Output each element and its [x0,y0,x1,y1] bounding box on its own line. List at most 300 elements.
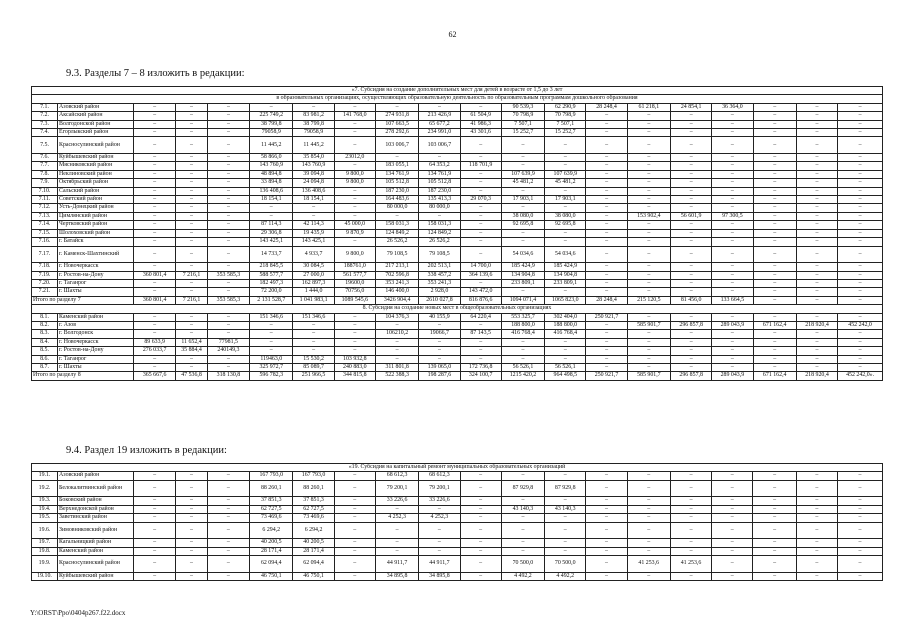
value-cell: – [627,480,670,497]
value-cell: – [796,263,837,271]
value-cell: – [133,572,175,580]
value-cell: – [753,547,796,555]
total-value: 353 585,3 [207,296,249,304]
row-number: 8.3. [32,330,58,338]
value-cell: 62 727,5 [293,505,334,513]
municipality-name: Неклиновский район [58,170,134,178]
value-cell: – [207,103,249,111]
value-cell: – [176,363,207,371]
value-cell: – [207,480,249,497]
value-cell: 87 114,3 [250,221,293,229]
value-cell: – [671,204,712,212]
value-cell: – [796,480,837,497]
row-number: 7.18. [32,263,58,271]
municipality-name: Куйбышевский район [58,572,134,580]
value-cell: – [176,330,207,338]
table-row [32,154,883,162]
municipality-name: г. Ростов-на-Дону [58,347,134,355]
value-cell: 88 260,1 [250,480,293,497]
value-cell: – [334,514,375,522]
value-cell: – [670,480,711,497]
value-cell: – [671,129,712,137]
value-cell: – [796,112,837,120]
value-cell: – [796,103,837,111]
value-cell: – [712,514,753,522]
value-cell: – [460,229,501,237]
value-cell: – [671,196,712,204]
table-row [32,221,883,229]
value-cell: – [334,338,375,346]
row-number: 7.4. [32,129,58,137]
row-number: 8.5. [32,347,58,355]
value-cell: – [176,179,207,187]
municipality-name: Верхнедонской район [58,505,134,513]
municipality-name: г. Азов [58,321,134,329]
value-cell: 62 290,9 [545,103,586,111]
value-cell: – [133,363,175,371]
value-cell: – [671,120,712,128]
table-row [32,246,883,263]
value-cell: – [133,162,175,170]
value-cell: – [712,472,753,480]
value-cell: – [207,204,249,212]
municipality-name: Каменский район [58,547,134,555]
value-cell: 48 894,8 [250,170,293,178]
table-row [32,162,883,170]
value-cell: – [176,103,207,111]
value-cell: 134 904,8 [501,271,544,279]
value-cell: – [837,572,882,580]
value-cell: – [133,514,175,522]
value-cell: – [712,572,753,580]
value-cell: 19 435,9 [293,229,334,237]
value-cell: – [334,330,375,338]
value-cell: – [753,355,796,363]
total-value: 250 921,7 [586,372,627,380]
table-row [32,522,883,539]
value-cell: – [753,480,796,497]
table-row [32,572,883,580]
value-cell: 73 469,6 [293,514,334,522]
value-cell: 588 577,7 [250,271,293,279]
value-cell: 62 094,4 [250,556,293,573]
value-cell: – [207,288,249,296]
value-cell: – [545,522,586,539]
value-cell: – [133,263,175,271]
value-cell: – [838,279,883,287]
value-cell: – [207,120,249,128]
value-cell: – [671,154,712,162]
value-cell: 43 140,3 [501,505,544,513]
value-cell: – [133,154,175,162]
total-value: 218 920,4 [796,372,837,380]
value-cell: – [796,187,837,195]
value-cell: 146 400,0 [375,288,418,296]
row-number: 7.6. [32,154,58,162]
value-cell: – [712,238,753,246]
table-row [32,480,883,497]
value-cell: 353 585,3 [207,271,249,279]
value-cell: 70 500,0 [501,556,544,573]
total-value: 2 131 528,7 [250,296,293,304]
value-cell: – [334,321,375,329]
value-cell: – [176,263,207,271]
value-cell: 187 230,0 [419,187,460,195]
value-cell: – [838,112,883,120]
value-cell: 104 376,3 [375,313,418,321]
value-cell: – [419,539,460,547]
value-cell: 89 633,9 [133,338,175,346]
value-cell: – [670,505,711,513]
value-cell: 64 353,2 [419,162,460,170]
value-cell: – [796,288,837,296]
value-cell: – [207,497,249,505]
value-cell: – [176,472,207,480]
value-cell: – [712,137,753,154]
value-cell: – [837,556,882,573]
value-cell: – [838,170,883,178]
value-cell: – [419,212,460,220]
value-cell: – [176,162,207,170]
value-cell: – [712,129,753,137]
page-number: 62 [448,30,457,39]
total-value: 251 966,5 [293,372,334,380]
value-cell: – [176,547,207,555]
value-cell: – [838,355,883,363]
value-cell: – [293,347,334,355]
value-cell: – [586,347,627,355]
value-cell: 364 139,6 [460,271,501,279]
value-cell: – [753,347,796,355]
value-cell: – [671,229,712,237]
value-cell: – [375,154,418,162]
value-cell: – [796,572,837,580]
value-cell: – [838,187,883,195]
value-cell: – [712,547,753,555]
table-row [32,472,883,480]
value-cell: – [627,120,670,128]
value-cell: – [796,338,837,346]
value-cell: – [712,179,753,187]
value-cell: – [334,313,375,321]
value-cell: – [586,514,627,522]
value-cell: – [753,204,796,212]
value-cell: – [460,522,501,539]
value-cell: – [501,229,544,237]
table-caption: «19. Субсидия на капитальный ремонт муниципальных образовательных организаций [32,464,883,472]
value-cell: – [712,539,753,547]
value-cell: 80 000,0 [375,204,418,212]
row-number: 7.7. [32,162,58,170]
value-cell: 85 089,7 [293,363,334,371]
value-cell: – [176,355,207,363]
value-cell: – [207,547,249,555]
value-cell: – [334,480,375,497]
total-value: 344 815,8 [334,372,375,380]
value-cell: – [753,137,796,154]
value-cell: 44 911,7 [419,556,460,573]
row-number: 7.10. [32,187,58,195]
value-cell: 41 253,6 [627,556,670,573]
row-number: 7.5. [32,137,58,154]
value-cell: 325 972,7 [250,363,293,371]
value-cell: – [334,137,375,154]
value-cell: – [419,338,460,346]
value-cell: 34 895,8 [419,572,460,580]
municipality-name: г. Волгодонск [58,330,134,338]
value-cell: – [586,263,627,271]
value-cell: 28 248,4 [586,103,627,111]
file-path-footer: Y:\ORST\Ppo\0404p267.f22.docx [30,609,126,617]
value-cell: – [419,522,460,539]
value-cell: – [545,497,586,505]
value-cell: – [207,263,249,271]
value-cell: – [460,238,501,246]
value-cell: 42 114,3 [293,221,334,229]
value-cell: – [545,162,586,170]
value-cell: 79058,9 [250,129,293,137]
value-cell: – [671,246,712,263]
value-cell: – [334,162,375,170]
value-cell: – [586,522,627,539]
value-cell: – [712,363,753,371]
value-cell: – [796,179,837,187]
subsidy-table-section-19 [31,463,883,581]
row-number: 7.9. [32,179,58,187]
table-row [32,363,883,371]
table-row [32,263,883,271]
value-cell: 88 260,1 [293,480,334,497]
value-cell: 36 364,0 [712,103,753,111]
value-cell: 54 034,6 [545,246,586,263]
value-cell: 23012,0 [334,154,375,162]
value-cell: 70756,0 [334,288,375,296]
value-cell: – [627,162,670,170]
total-value: 2610 027,8 [419,296,460,304]
value-cell: 188 800,0 [501,321,544,329]
value-cell: 61 218,1 [627,103,670,111]
value-cell: 46 750,1 [250,572,293,580]
value-cell: – [586,480,627,497]
value-cell: – [753,238,796,246]
row-number: 19.5. [32,514,58,522]
value-cell: – [796,162,837,170]
value-cell: – [586,204,627,212]
table-row [32,137,883,154]
value-cell: – [753,288,796,296]
value-cell: – [207,556,249,573]
value-cell: – [586,170,627,178]
value-cell: – [753,187,796,195]
value-cell: – [133,497,175,505]
value-cell: – [838,196,883,204]
value-cell: 45 481,2 [545,179,586,187]
value-cell: – [207,505,249,513]
value-cell: – [753,196,796,204]
value-cell: – [133,539,175,547]
value-cell: – [176,204,207,212]
value-cell: – [586,539,627,547]
value-cell: – [838,330,883,338]
row-number: 8.6. [32,355,58,363]
value-cell: – [545,288,586,296]
value-cell: – [207,154,249,162]
value-cell: 302 404,0 [545,313,586,321]
value-cell: 35 854,0 [293,154,334,162]
value-cell: 79 108,5 [419,246,460,263]
value-cell: – [133,212,175,220]
value-cell: – [671,363,712,371]
value-cell: – [133,355,175,363]
value-cell: 158 031,3 [419,221,460,229]
total-value: 7 216,1 [176,296,207,304]
value-cell: 4 252,3 [375,514,418,522]
total-value: 1 041 983,1 [293,296,334,304]
value-cell: 103 006,7 [419,137,460,154]
value-cell: 11 652,4 [176,338,207,346]
value-cell: – [250,103,293,111]
value-cell: – [753,103,796,111]
value-cell: – [712,221,753,229]
value-cell: – [207,187,249,195]
total-value: 28 248,4 [586,296,627,304]
value-cell: – [837,497,882,505]
municipality-name: Азовский район [58,103,134,111]
value-cell: – [838,221,883,229]
value-cell: – [586,330,627,338]
value-cell: – [586,363,627,371]
value-cell: – [753,313,796,321]
table-row [32,347,883,355]
value-cell: – [712,330,753,338]
value-cell: – [460,338,501,346]
value-cell: 353 241,3 [375,279,418,287]
value-cell: 9 800,0 [334,246,375,263]
value-cell: – [460,514,501,522]
value-cell: 30 084,5 [293,263,334,271]
value-cell: – [176,238,207,246]
table-row [32,288,883,296]
value-cell: – [712,271,753,279]
municipality-name: Егорлыкский район [58,129,134,137]
table-row [32,238,883,246]
value-cell: – [334,103,375,111]
value-cell: – [207,129,249,137]
value-cell: – [671,347,712,355]
value-cell: – [837,522,882,539]
value-cell: – [334,497,375,505]
value-cell: 87 929,8 [501,480,544,497]
row-number: 7.11. [32,196,58,204]
value-cell: 56 526,1 [501,363,544,371]
total-value: – [753,296,796,304]
value-cell: – [207,179,249,187]
value-cell: 83 981,2 [293,112,334,120]
value-cell: – [375,505,418,513]
value-cell: 158 031,3 [375,221,418,229]
value-cell: 172 736,8 [460,363,501,371]
value-cell: – [796,497,837,505]
table-caption-row [32,464,883,472]
value-cell: 452 242,0 [838,321,883,329]
value-cell: – [586,355,627,363]
value-cell: 213 426,9 [419,112,460,120]
value-cell: 119463,0 [250,355,293,363]
table-row [32,514,883,522]
value-cell: – [670,539,711,547]
row-number: 8.4. [32,338,58,346]
value-cell: – [176,187,207,195]
value-cell: – [671,112,712,120]
value-cell: 70 798,9 [545,112,586,120]
value-cell: – [838,204,883,212]
value-cell: 58 866,0 [250,154,293,162]
value-cell: – [586,321,627,329]
row-number: 19.8. [32,547,58,555]
value-cell: 34 895,8 [375,572,418,580]
value-cell: 56 526,1 [545,363,586,371]
table-row [32,321,883,329]
value-cell: – [838,154,883,162]
table-row [32,229,883,237]
value-cell: 136 408,6 [250,187,293,195]
value-cell: 19600,0 [334,279,375,287]
value-cell: – [460,103,501,111]
value-cell: – [837,514,882,522]
value-cell: 217 213,1 [375,263,418,271]
municipality-name: Красносулинский район [58,137,134,154]
value-cell: – [627,497,670,505]
value-cell: – [627,363,670,371]
value-cell: 24 854,1 [671,103,712,111]
value-cell: 65 677,2 [419,120,460,128]
total-value: 318 130,8 [207,372,249,380]
value-cell: 202 513,1 [419,263,460,271]
value-cell: – [586,238,627,246]
value-cell: 585 901,7 [627,321,670,329]
value-cell: – [545,238,586,246]
value-cell: – [334,556,375,573]
value-cell: – [501,522,544,539]
row-number: 7.14. [32,221,58,229]
value-cell: – [419,547,460,555]
value-cell: – [712,204,753,212]
value-cell: 2 928,0 [419,288,460,296]
value-cell: – [460,204,501,212]
value-cell: – [753,263,796,271]
value-cell: 11 445,2 [293,137,334,154]
value-cell: – [671,263,712,271]
table-row [32,112,883,120]
value-cell: – [837,505,882,513]
total-value: 1094 071,4 [501,296,544,304]
value-cell: – [753,330,796,338]
row-number: 8.1. [32,313,58,321]
value-cell: – [627,514,670,522]
value-cell: 553 325,7 [501,313,544,321]
value-cell: – [501,338,544,346]
value-cell: – [586,179,627,187]
value-cell: 105 512,8 [419,179,460,187]
value-cell: – [712,162,753,170]
value-cell: – [334,472,375,480]
value-cell: – [712,170,753,178]
value-cell: 41 253,6 [670,556,711,573]
value-cell: – [207,221,249,229]
municipality-name: Сальский район [58,187,134,195]
value-cell: – [712,187,753,195]
value-cell: – [753,363,796,371]
